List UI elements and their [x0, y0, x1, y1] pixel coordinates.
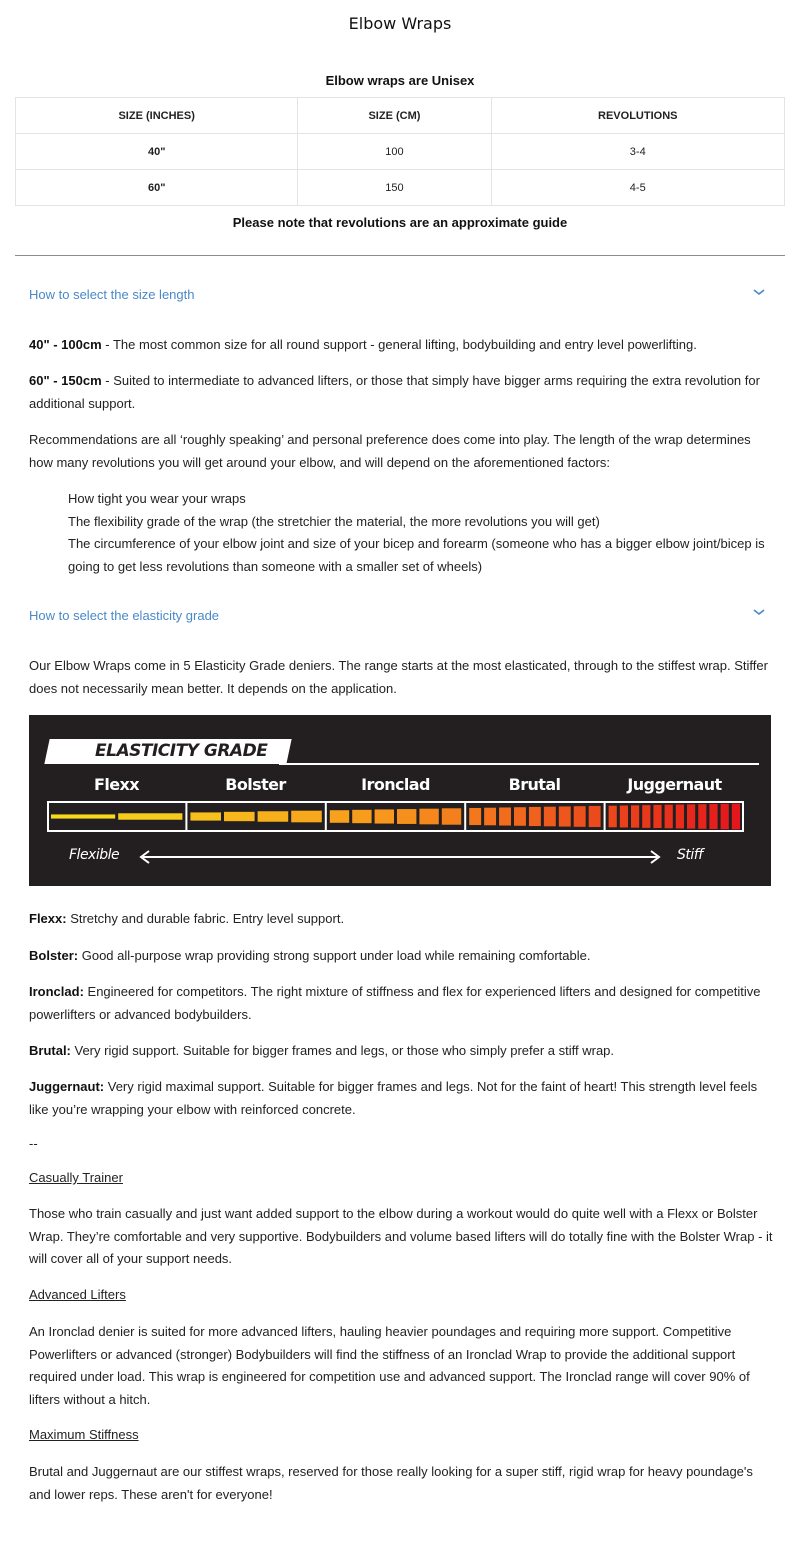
- cell-revolutions: 4-5: [491, 170, 784, 206]
- bolster-name: Bolster:: [29, 948, 79, 963]
- bolster-text: Good all-purpose wrap providing strong support under load while remaining comfortable.: [78, 948, 591, 963]
- size-40-text: - The most common size for all round support - general lifting, bodybuilding and entry level powerlifting.: [101, 337, 697, 352]
- header-size-inches: SIZE (INCHES): [16, 98, 298, 134]
- scale-segment: [653, 805, 661, 828]
- scale-segment: [469, 808, 481, 825]
- header-size-cm: SIZE (CM): [298, 98, 491, 134]
- elasticity-grade-graphic: [29, 715, 771, 886]
- scale-segment: [589, 806, 601, 827]
- scale-segment: [258, 811, 289, 821]
- grade-title-underline: [279, 763, 759, 765]
- stiff-label: Stiff: [677, 847, 703, 863]
- flexx-description: [29, 908, 774, 931]
- scale-segment: [484, 808, 496, 826]
- table-header-row: [16, 98, 785, 134]
- size-60-label: 60" - 150cm: [29, 373, 102, 388]
- maximum-stiffness-text: Brutal and Juggernaut are our stiffest wraps, reserved for those really looking for a super stiff, rigid wrap for heavy poundage's and lower reps. These aren't for everyone!: [29, 1464, 753, 1502]
- list-item: The circumference of your elbow joint and size of your bicep and forearm (someone who has a bigger elbow joint/bicep is going to get less revolutions than someone with a smaller set of wheels): [68, 536, 765, 574]
- size-table: [15, 97, 785, 206]
- scale-segment: [676, 805, 684, 829]
- brutal-description: [29, 1040, 774, 1063]
- scale-segment: [544, 807, 556, 827]
- factor-list: [68, 488, 768, 578]
- scale-segment: [609, 806, 617, 828]
- brutal-text: Very rigid support. Suitable for bigger frames and legs, or those who simply prefer a stiff wrap.: [70, 1043, 615, 1058]
- juggernaut-description: [29, 1076, 774, 1121]
- list-item: How tight you wear your wraps: [68, 491, 246, 506]
- double-arrow-icon: [137, 848, 663, 866]
- separator: --: [29, 1136, 38, 1151]
- ironclad-text: Engineered for competitors. The right mixture of stiffness and flex for experienced lifters and designed for competitive powerlifters or advanced bodybuilders.: [29, 984, 761, 1022]
- header-revolutions: REVOLUTIONS: [491, 98, 784, 134]
- maximum-stiffness-heading: Maximum Stiffness: [29, 1427, 139, 1442]
- size-40-label: 40" - 100cm: [29, 337, 102, 352]
- divider: [15, 255, 785, 256]
- scale-segment: [642, 805, 650, 828]
- advanced-lifters-text: An Ironclad denier is suited for more advanced lifters, hauling heavier poundages and requiring more support. Competitive Powerlifters or advanced (stronger) Bodybuilders will find the stiffness of an Ironclad Wrap to provide the additional support required under load. This wrap is engineered for competition use and advanced support. The Ironclad range will cover 90% of lifters without a hitch.: [29, 1324, 750, 1407]
- elasticity-intro: Our Elbow Wraps come in 5 Elasticity Grade deniers. The range starts at the most elasticated, through to the stiffest wrap. Stiffer does not necessarily mean better. It depends on the application.: [29, 658, 768, 696]
- scale-segment: [687, 804, 695, 828]
- scale-segment: [574, 806, 586, 827]
- cell-size-cm: 100: [298, 134, 491, 170]
- grade-label-flexx: Flexx: [94, 775, 139, 794]
- scale-segment: [375, 809, 394, 823]
- chevron-down-icon[interactable]: [752, 287, 766, 297]
- scale-segment: [529, 807, 541, 826]
- scale-segment: [709, 804, 717, 829]
- scale-segment: [397, 809, 416, 824]
- grade-label-ironclad: Ironclad: [361, 775, 430, 794]
- revolutions-note: Please note that revolutions are an approximate guide: [232, 215, 568, 230]
- cell-size-inches: 60": [16, 170, 298, 206]
- scale-segment: [499, 807, 511, 825]
- recommendation-text: Recommendations are all ‘roughly speaking’ and personal preference does come into play. The length of the wrap determines how many revolutions you will get around your elbow, and will depend on the aforementioned factors:: [29, 432, 751, 470]
- ironclad-description: [29, 981, 774, 1026]
- scale-segment: [442, 808, 461, 824]
- advanced-lifters-heading: Advanced Lifters: [29, 1287, 126, 1302]
- accordion-size-length-toggle[interactable]: How to select the size length: [29, 287, 195, 302]
- grade-label-brutal: Brutal: [508, 775, 561, 794]
- scale-segment: [559, 806, 571, 826]
- scale-segment: [330, 810, 349, 823]
- scale-segment: [732, 804, 740, 830]
- grade-title: ELASTICITY GRADE: [95, 741, 268, 761]
- size-60-description: [29, 370, 774, 415]
- scale-segment: [224, 812, 255, 821]
- casual-trainer-heading: Casually Trainer: [29, 1170, 123, 1185]
- list-item: The flexibility grade of the wrap (the stretchier the material, the more revolutions you will get): [68, 513, 600, 529]
- scale-segment: [291, 811, 322, 823]
- page-title: Elbow Wraps: [348, 14, 452, 33]
- scale-segment: [631, 805, 639, 827]
- juggernaut-name: Juggernaut:: [29, 1079, 105, 1094]
- accordion-elasticity-toggle[interactable]: How to select the elasticity grade: [29, 608, 220, 623]
- bolster-description: [29, 945, 774, 968]
- scale-segment: [51, 814, 115, 818]
- flexx-text: Stretchy and durable fabric. Entry level support.: [66, 911, 345, 926]
- scale-segment: [419, 809, 438, 825]
- scale-segment: [514, 807, 526, 826]
- elasticity-scale-bar: [47, 801, 744, 832]
- flexible-label: Flexible: [69, 847, 120, 863]
- ironclad-name: Ironclad:: [29, 984, 84, 999]
- scale-segment: [620, 806, 628, 828]
- flexx-name: Flexx:: [29, 911, 67, 926]
- cell-size-inches: 40": [16, 134, 298, 170]
- chevron-down-icon[interactable]: [752, 607, 766, 617]
- size-60-text: - Suited to intermediate to advanced lifters, or those that simply have bigger arms requiring the extra revolution for additional support.: [29, 373, 760, 411]
- scale-segment: [698, 804, 706, 829]
- casual-trainer-text: Those who train casually and just want added support to the elbow during a workout would do quite well with a Flexx or Bolster Wrap. They’re comfortable and very supportive. Bodybuilders and volume based lifters will do totally fine with the Bolster Wrap - it will cover all of your support needs.: [29, 1206, 773, 1266]
- scale-segment: [352, 810, 371, 823]
- grade-label-bolster: Bolster: [225, 775, 286, 794]
- table-row: [16, 134, 785, 170]
- size-40-description: [29, 334, 774, 357]
- size-table-caption: Elbow wraps are Unisex: [325, 73, 475, 88]
- juggernaut-text: Very rigid maximal support. Suitable for bigger frames and legs. Not for the faint of heart! This strength level feels like you’re wrapping your elbow with reinforced concrete.: [29, 1079, 758, 1117]
- grade-label-juggernaut: Juggernaut: [627, 775, 722, 794]
- scale-segment: [118, 813, 182, 819]
- brutal-name: Brutal:: [29, 1043, 71, 1058]
- table-row: [16, 170, 785, 206]
- scale-segment: [190, 812, 221, 820]
- cell-size-cm: 150: [298, 170, 491, 206]
- scale-segment: [721, 804, 729, 829]
- scale-segment: [665, 805, 673, 829]
- cell-revolutions: 3-4: [491, 134, 784, 170]
